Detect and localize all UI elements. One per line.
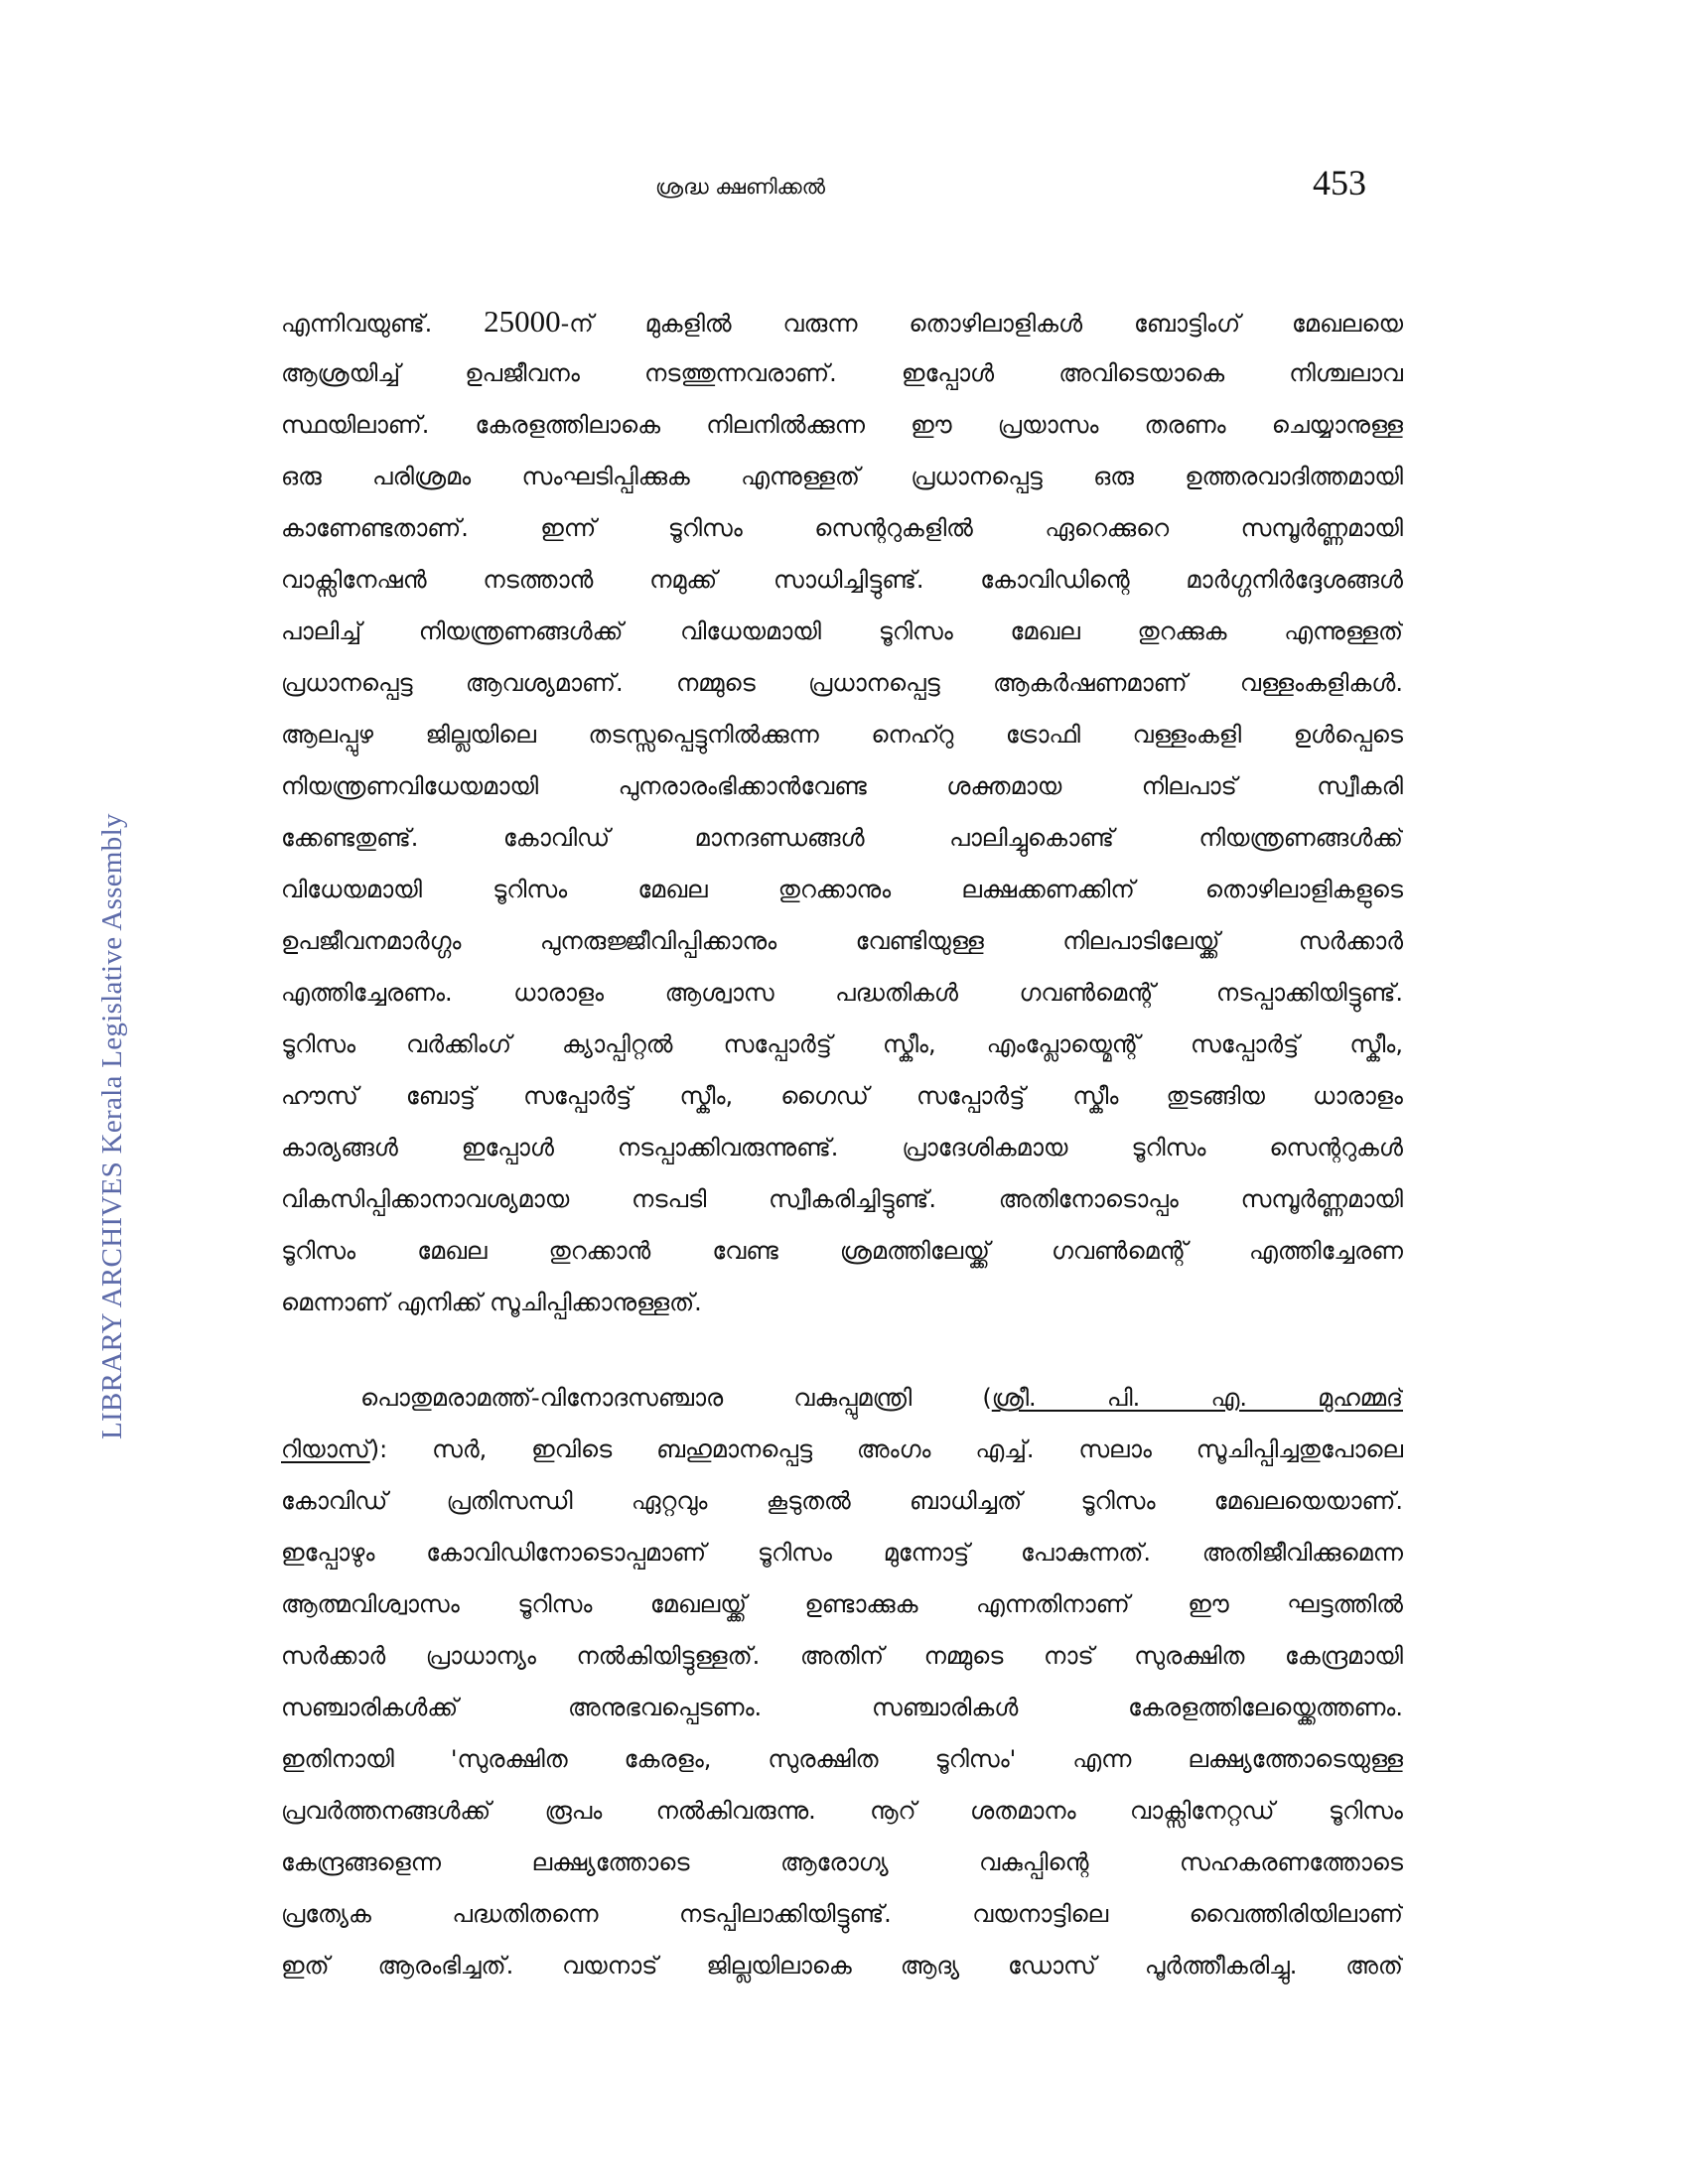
- text-line: സർക്കാർ പ്രാധാന്യം നൽകിയിട്ടുള്ളത്. അതിന് നമ്മുടെ നാട് സുരക്ഷിത കേന്ദ്രമായി: [281, 1642, 1403, 1670]
- text-line: കാണേണ്ടതാണ്. ഇന്ന് ടൂറിസം സെന്ററുകളിൽ ഏറെക്കുറെ സമ്പൂർണ്ണമായി: [281, 514, 1403, 542]
- text-line: ടൂറിസം മേഖല തുറക്കാൻ വേണ്ട ശ്രമത്തിലേയ്ക്ക് ഗവൺമെന്റ് എത്തിച്ചേരണ: [281, 1237, 1403, 1265]
- archive-watermark: LIBRARY ARCHIVES Kerala Legislative Assembly: [96, 813, 128, 1439]
- text-line: നിയന്ത്രണവിധേയമായി പുനരാരംഭിക്കാൻവേണ്ട ശക്തമായ നിലപാട് സ്വീകരി: [281, 772, 1403, 800]
- text-line: കോവിഡ് പ്രതിസന്ധി ഏറ്റവും കൂടുതൽ ബാധിച്ചത് ടൂറിസം മേഖലയെയാണ്.: [281, 1487, 1403, 1515]
- text-line: വാക്സിനേഷൻ നടത്താൻ നമുക്ക് സാധിച്ചിട്ടുണ്ട്. കോവിഡിന്റെ മാർഗ്ഗനിർദ്ദേശങ്ങൾ: [281, 566, 1403, 594]
- text-line: [281, 296, 1403, 347]
- text-line: ഇത് ആരംഭിച്ചത്. വയനാട് ജില്ലയിലാകെ ആദ്യ ഡോസ് പൂർത്തീകരിച്ചു. അത്: [281, 1952, 1403, 1979]
- speaker-name: റിയാസ്: [281, 1435, 370, 1463]
- number-span: 25000: [484, 304, 561, 339]
- text-line: പ്രവർത്തനങ്ങൾക്ക് രൂപം നൽകിവരുന്നു. നൂറ് ശതമാനം വാക്സിനേറ്റഡ് ടൂറിസം: [281, 1797, 1403, 1825]
- text-line: ടൂറിസം വർക്കിംഗ് ക്യാപ്പിറ്റൽ സപ്പോർട്ട് സ്കീം, എംപ്ലോയ്മെന്റ് സപ്പോർട്ട് സ്കീം,: [281, 1030, 1403, 1058]
- text-line: ഇപ്പോഴും കോവിഡിനോടൊപ്പമാണ് ടൂറിസം മുന്നോട്ട് പോകുന്നത്. അതിജീവിക്കുമെന്ന: [281, 1539, 1403, 1567]
- text-line: വികസിപ്പിക്കാനാവശ്യമായ നടപടി സ്വീകരിച്ചിട്ടുണ്ട്. അതിനോടൊപ്പം സമ്പൂർണ്ണമായി: [281, 1185, 1403, 1213]
- text-line: ആശ്രയിച്ച് ഉപജീവനം നടത്തുന്നവരാണ്. ഇപ്പോൾ അവിടെയാകെ നിശ്ചലാവ: [281, 359, 1403, 387]
- text-line: ക്കേണ്ടതുണ്ട്. കോവിഡ് മാനദണ്ഡങ്ങൾ പാലിച്ചുകൊണ്ട് നിയന്ത്രണങ്ങൾക്ക്: [281, 824, 1403, 852]
- speaker-title: പൊതുമരാമത്ത്-വിനോദസഞ്ചാര വകുപ്പുമന്ത്രി (: [360, 1384, 992, 1412]
- text-line: വിധേയമായി ടൂറിസം മേഖല തുറക്കാനും ലക്ഷക്കണക്കിന് തൊഴിലാളികളുടെ: [281, 876, 1403, 903]
- text-line: ഒരു പരിശ്രമം സംഘടിപ്പിക്കുക എന്നുള്ളത് പ്രധാനപ്പെട്ട ഒരു ഉത്തരവാദിത്തമായി: [281, 463, 1403, 490]
- text-line: പാലിച്ച് നിയന്ത്രണങ്ങൾക്ക് വിധേയമായി ടൂറിസം മേഖല തുറക്കുക എന്നുള്ളത്: [281, 617, 1403, 645]
- text-line: പ്രത്യേക പദ്ധതിതന്നെ നടപ്പിലാക്കിയിട്ടുണ്ട്. വയനാട്ടിലെ വൈത്തിരിയിലാണ്: [281, 1900, 1403, 1928]
- text-line: [281, 1424, 1403, 1475]
- text-span: എന്നിവയുണ്ട്.: [281, 310, 433, 338]
- text-line: കേന്ദ്രങ്ങളെന്ന ലക്ഷ്യത്തോടെ ആരോഗ്യ വകുപ്പിന്റെ സഹകരണത്തോടെ: [281, 1848, 1403, 1876]
- page-number: 453: [1313, 163, 1366, 203]
- text-line: ആലപ്പുഴ ജില്ലയിലെ തടസ്സപ്പെട്ടുനിൽക്കുന്ന നെഹ്റു ട്രോഫി വള്ളംകളി ഉൾപ്പെടെ: [281, 721, 1403, 749]
- text-line: എത്തിച്ചേരണം. ധാരാളം ആശ്വാസ പദ്ധതികൾ ഗവൺമെന്റ് നടപ്പാക്കിയിട്ടുണ്ട്.: [281, 979, 1403, 1007]
- text-line: സ്ഥയിലാണ്. കേരളത്തിലാകെ നിലനിൽക്കുന്ന ഈ പ്രയാസം തരണം ചെയ്യാനുള്ള: [281, 411, 1403, 439]
- text-line: ഉപജീവനമാർഗ്ഗം പുനരുജ്ജീവിപ്പിക്കാനും വേണ്ടിയുള്ള നിലപാടിലേയ്ക്ക് സർക്കാർ: [281, 927, 1403, 955]
- speaker-name: ശ്രീ. പി. എ. മുഹമ്മദ്: [991, 1384, 1403, 1412]
- text-line: സഞ്ചാരികൾക്ക് അനുഭവപ്പെടണം. സഞ്ചാരികൾ കേരളത്തിലേയ്ക്കെത്തണം.: [281, 1694, 1403, 1721]
- text-line: ഹൗസ് ബോട്ട് സപ്പോർട്ട് സ്കീം, ഗൈഡ് സപ്പോർട്ട് സ്കീം തുടങ്ങിയ ധാരാളം: [281, 1082, 1403, 1110]
- paragraph-2: [281, 1372, 1403, 1991]
- text-span: ): സർ, ഇവിടെ ബഹുമാനപ്പെട്ട അംഗം എച്ച്. സലാം സൂചിപ്പിച്ചതുപോലെ: [369, 1435, 1403, 1463]
- text-line: പ്രധാനപ്പെട്ട ആവശ്യമാണ്. നമ്മുടെ പ്രധാനപ്പെട്ട ആകർഷണമാണ് വള്ളംകളികൾ.: [281, 669, 1403, 697]
- text-line: ആത്മവിശ്വാസം ടൂറിസം മേഖലയ്ക്ക് ഉണ്ടാക്കുക എന്നതിനാണ് ഈ ഘട്ടത്തിൽ: [281, 1590, 1403, 1618]
- text-line: മെന്നാണ് എനിക്ക് സൂചിപ്പിക്കാനുള്ളത്.: [281, 1289, 702, 1316]
- text-span: -ന് മുകളിൽ വരുന്ന തൊഴിലാളികൾ ബോട്ടിംഗ് മേഖലയെ: [560, 310, 1403, 338]
- running-title: ശ്രദ്ധ ക്ഷണിക്കൽ: [655, 175, 826, 199]
- text-line: [281, 1372, 1403, 1424]
- paragraph-1: [281, 296, 1403, 1328]
- text-line: കാര്യങ്ങൾ ഇപ്പോൾ നടപ്പാക്കിവരുന്നുണ്ട്. പ്രാദേശികമായ ടൂറിസം സെന്ററുകൾ: [281, 1134, 1403, 1161]
- text-line: ഇതിനായി 'സുരക്ഷിത കേരളം, സുരക്ഷിത ടൂറിസം' എന്ന ലക്ഷ്യത്തോടെയുള്ള: [281, 1745, 1403, 1773]
